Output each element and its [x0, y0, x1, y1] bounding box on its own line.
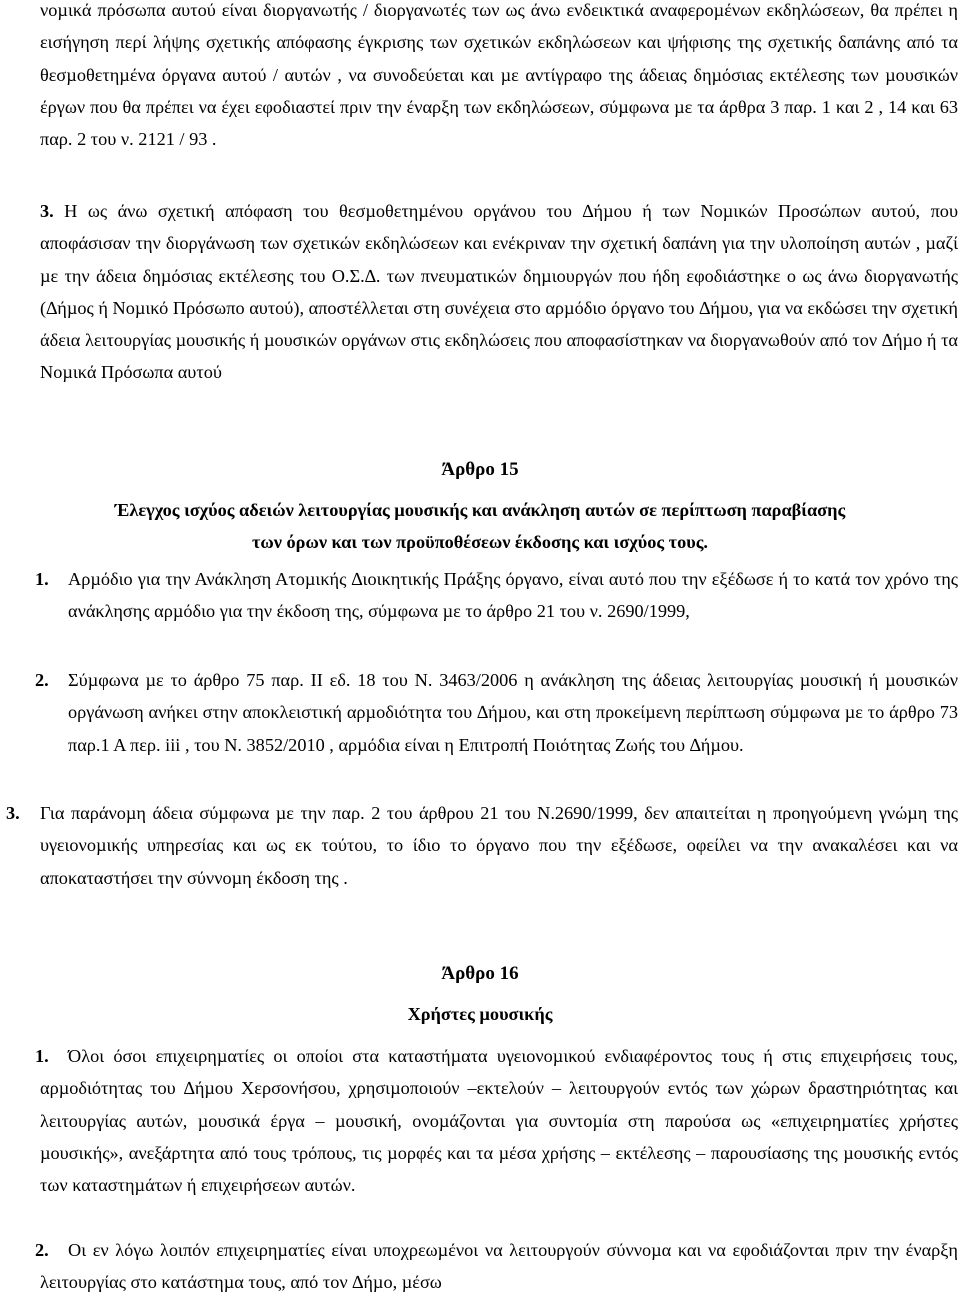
item-text: Όλοι όσοι επιχειρηµατίες οι οποίοι στα καταστήµατα υγειονοµικού ενδιαφέροντος τους ή στις επιχειρήσεις τους, αρµοδιότητας του ∆ήµου Χερσονήσου, χρησιµοποιούν –εκτελούν – λειτουργούν εντός των χώρων δραστηριότητας και λειτουργίας αυτών, µουσικά έργα – µουσική, ονοµάζονται για συντοµία στη παρούσα ως «επιχειρηµατίες χρήστες µουσικής», ανεξάρτητα από τους τρόπους, τις µορφές και τα µέσα χρήσης – εκτέλεσης – παρουσίασης της µουσικής εντός των καταστηµάτων ή επιχειρήσεων αυτών.: [40, 1046, 958, 1196]
article-16-subtitle: Χρήστες µουσικής: [407, 1004, 553, 1024]
point-3-text: Η ως άνω σχετική απόφαση του θεσµοθετηµένου οργάνου του ∆ήµου ή των Νοµικών Προσώπων αυτού, που αποφάσισαν την διοργάνωση των σχετικών εκδηλώσεων και ενέκριναν την σχετική δαπάνη για την υλοποίηση αυτών , µαζί µε την άδεια δηµόσιας εκτέλεσης του Ο.Σ.∆. των πνευµατικών δηµιουργών που ήδη εφοδιάστηκε ο ως άνω διοργανωτής (∆ήµος ή Νοµικό Πρόσωπο αυτού), αποστέλλεται στη συνέχεια στο αρµόδιο όργανο του ∆ήµου, για να εκδώσει την σχετική άδεια λειτουργίας µουσικής ή µουσικών οργάνων στις εκδηλώσεις που αποφασίστηκαν να διοργανωθούν από τον ∆ήµο ή τα Νοµικά Πρόσωπα αυτού: [40, 201, 958, 383]
article-15-item-1: [35, 563, 958, 628]
intro-paragraph: νοµικά πρόσωπα αυτού είναι διοργανωτής / διοργανωτές των ως άνω ενδεικτικά αναφεροµένων εκδηλώσεων, θα πρέπει η εισήγηση περί λήψης σχετικής απόφασης έγκρισης των σχετικών εκδηλώσεων και ψήφισης της σχετικής δαπάνης από τα θεσµοθετηµένα όργανα αυτού / αυτών , να συνοδεύεται και µε αντίγραφο της άδειας δηµόσιας εκτέλεσης των µουσικών έργων που θα πρέπει να έχει εφοδιαστεί πριν την έναρξη των εκδηλώσεων, σύµφωνα µε τα άρθρα 3 παρ. 1 και 2 , 14 και 63 παρ. 2 του ν. 2121 / 93 .: [40, 0, 958, 150]
article-15-title: Άρθρο 15: [441, 459, 519, 480]
article-16-item-1: [35, 1040, 958, 1201]
point-3-number: 3.: [40, 201, 54, 221]
item-number: 2.: [35, 1240, 49, 1260]
article-16-title: Άρθρο 16: [441, 963, 519, 984]
item-number: 3.: [6, 803, 20, 823]
item-number: 2.: [35, 670, 49, 690]
point-3-paragraph: [40, 195, 958, 389]
article-15-item-3: [6, 797, 958, 894]
article-15-subtitle-line1: Έλεγχος ισχύος αδειών λειτουργίας µουσικής και ανάκληση αυτών σε περίπτωση παραβίασης: [114, 500, 846, 520]
item-number: 1.: [35, 569, 49, 589]
item-text: Για παράνοµη άδεια σύµφωνα µε την παρ. 2 του άρθρου 21 του Ν.2690/1999, δεν απαιτείται η προηγούµενη γνώµη της υγειονοµικής υπηρεσίας και ως εκ τούτου, το ίδιο το όργανο που την εξέδωσε, οφείλει να την ανακαλέσει και να αποκαταστήσει την σύννοµη έκδοση της .: [40, 803, 958, 888]
item-text: Οι εν λόγω λοιπόν επιχειρηµατίες είναι υποχρεωµένοι να λειτουργούν σύννοµα και να εφοδιάζονται πριν την έναρξη λειτουργίας στο κατάστηµα τους, από τον ∆ήµο, µέσω: [40, 1240, 958, 1293]
article-15-subtitle-line2: των όρων και των προϋποθέσεων έκδοσης και ισχύος τους.: [252, 532, 708, 552]
item-text: Σύµφωνα µε το άρθρο 75 παρ. ΙΙ εδ. 18 του Ν. 3463/2006 η ανάκληση της άδειας λειτουργίας µουσική ή µουσικών οργάνωση ανήκει στην αποκλειστική αρµοδιότητα του ∆ήµου, και στη προκείµενη περίπτωση σύµφωνα µε το άρθρο 73 παρ.1 Α περ. iii , του Ν. 3852/2010 , αρµόδια είναι η Επιτροπή Ποιότητας Ζωής του ∆ήµου.: [68, 670, 958, 755]
item-number: 1.: [35, 1046, 49, 1066]
article-15-item-2: [35, 664, 958, 761]
item-text: Αρµόδιο για την Ανάκληση Ατοµικής ∆ιοικητικής Πράξης όργανο, είναι αυτό που την εξέδωσε ή το κατά τον χρόνο της ανάκλησης αρµόδιο για την έκδοση της, σύµφωνα µε το άρθρο 21 του ν. 2690/1999,: [68, 569, 958, 622]
article-16-item-2: [35, 1234, 958, 1299]
